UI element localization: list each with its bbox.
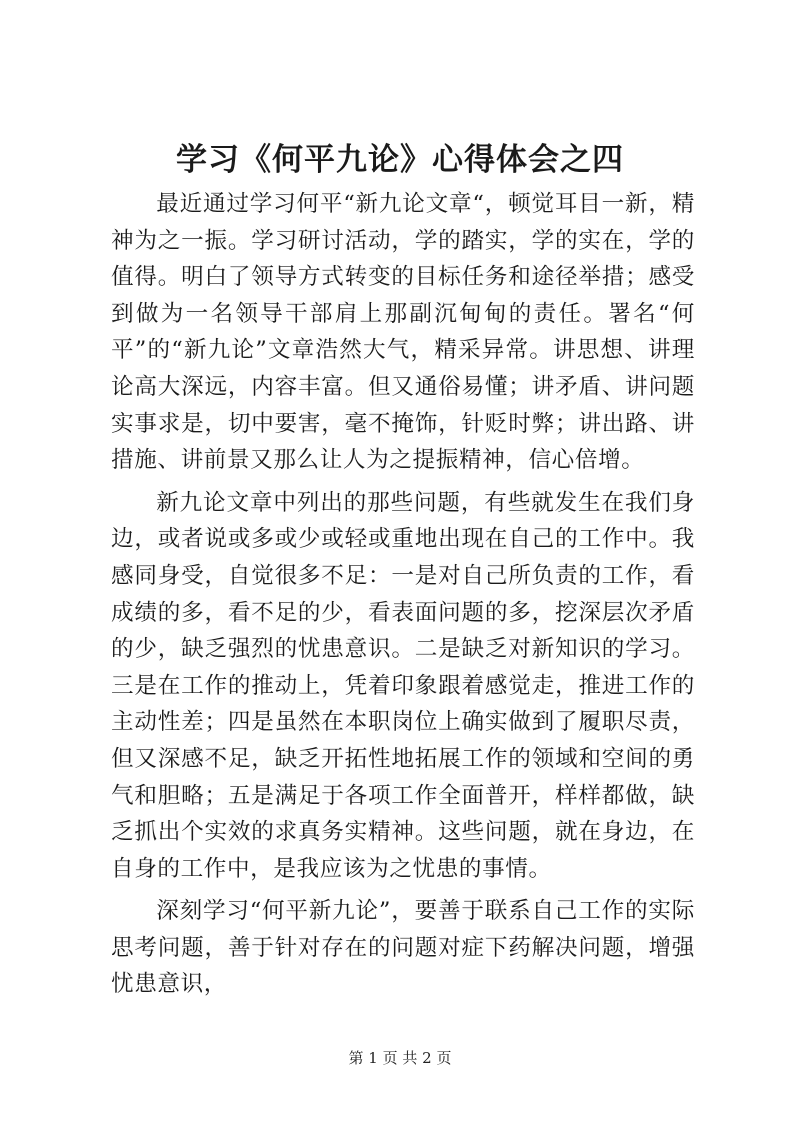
paragraph-2: 新九论文章中列出的那些问题，有些就发生在我们身边，或者说或多或少或轻或重地出现在自己的工作中。我感同身受，自觉很多不足：一是对自己所负责的工作，看成绩的多，看不足的少，看表面问题的多，挖深层次矛盾的少，缺乏强烈的忧患意识。二是缺乏对新知识的学习。三是在工作的推动上，凭着印象跟着感觉走，推进工作的主动性差；四是虽然在本职岗位上确实做到了履职尽责，但又深感不足，缺乏开拓性地拓展工作的领域和空间的勇气和胆略；五是满足于各项工作全面普开，样样都做，缺乏抓出个实效的求真务实精神。这些问题，就在身边，在自身的工作中，是我应该为之忧患的事情。 [111, 489, 695, 882]
page-footer: 第 1 页 共 2 页 [348, 1049, 452, 1067]
paragraph-1: 最近通过学习何平“新九论文章“，顿觉耳目一新，精神为之一振。学习研讨活动，学的踏实，学的实在，学的值得。明白了领导方式转变的目标任务和途径举措；感受到做为一名领导干部肩上那副沉甸甸的责任。署名“何平”的“新九论”文章浩然大气，精采异常。讲思想、讲理论高大深远，内容丰富。但又通俗易懂；讲矛盾、讲问题实事求是，切中要害，毫不掩饰，针贬时弊；讲出路、讲措施、讲前景又那么让人为之提振精神，信心倍增。 [111, 191, 695, 474]
paragraph-3: 深刻学习“何平新九论”，要善于联系自己工作的实际思考问题，善于针对存在的问题对症下药解决问题，增强忧患意识， [111, 898, 695, 998]
document-body [111, 186, 695, 1009]
document-title: 学习《何平九论》心得体会之四 [176, 142, 624, 178]
